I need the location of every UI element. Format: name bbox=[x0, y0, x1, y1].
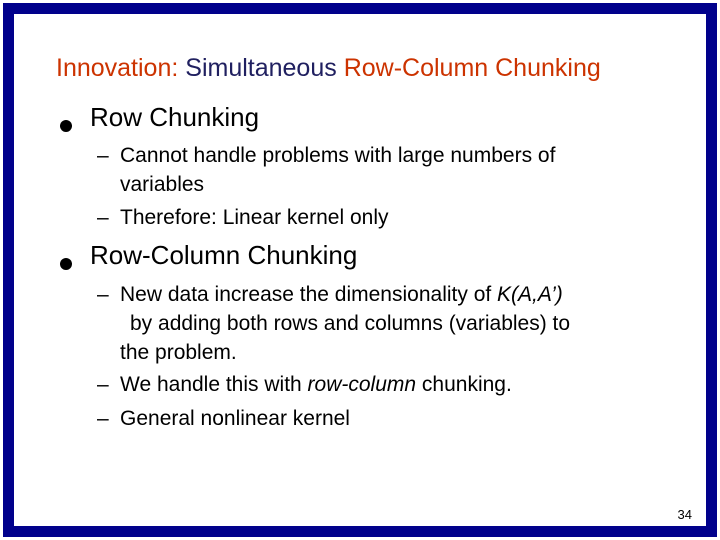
dash-icon: – bbox=[97, 144, 109, 167]
bullet-dot-icon bbox=[60, 258, 72, 270]
title-part-row-column-chunking: Row-Column Chunking bbox=[343, 54, 601, 82]
bullet-heading-row-chunking: Row Chunking bbox=[90, 102, 260, 132]
sub-bullet-line: General nonlinear kernel bbox=[120, 407, 350, 430]
sub-bullet-line: Cannot handle problems with large numbers of bbox=[120, 144, 556, 167]
sub-bullet-math-kernel: K(A,A’) bbox=[497, 283, 563, 306]
sub-bullet-text: chunking. bbox=[416, 373, 512, 396]
sub-bullet-line bbox=[120, 280, 563, 309]
slide-title bbox=[56, 53, 601, 83]
sub-bullet-line: Therefore: Linear kernel only bbox=[120, 206, 389, 229]
bullet-heading-row-column-chunking: Row-Column Chunking bbox=[90, 240, 358, 270]
sub-bullet-emphasis: row-column bbox=[307, 373, 417, 396]
sub-bullet-line: variables bbox=[120, 173, 205, 196]
sub-bullet-text: We handle this with bbox=[120, 373, 308, 396]
dash-icon: – bbox=[97, 283, 109, 306]
sub-bullet-text: New data increase the dimensionality of bbox=[120, 283, 498, 306]
sub-bullet-line bbox=[120, 370, 512, 399]
bullet-dot-icon bbox=[60, 120, 72, 132]
dash-icon: – bbox=[97, 407, 109, 430]
sub-bullet-line: the problem. bbox=[120, 341, 237, 364]
title-part-innovation: Innovation: bbox=[56, 54, 186, 82]
dash-icon: – bbox=[97, 373, 109, 396]
page-number: 34 bbox=[677, 507, 692, 522]
title-part-simultaneous: Simultaneous bbox=[185, 54, 344, 82]
dash-icon: – bbox=[97, 206, 109, 229]
sub-bullet-line: by adding both rows and columns (variables) to bbox=[130, 312, 571, 335]
